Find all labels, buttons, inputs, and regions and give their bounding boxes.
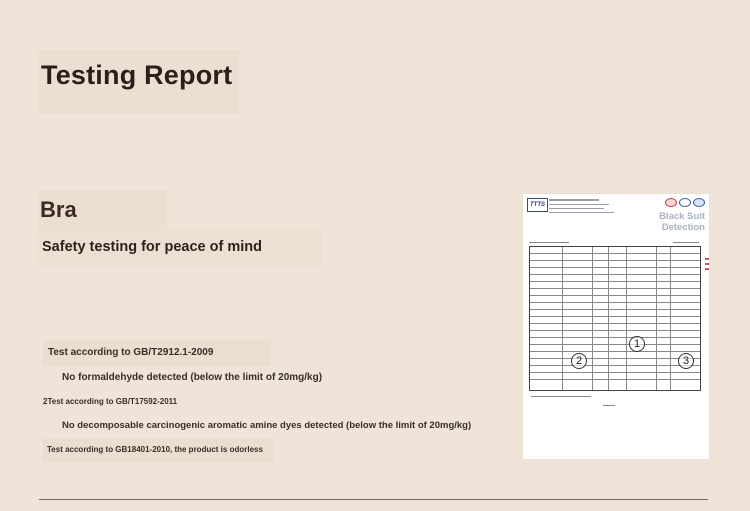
- test-result-1: No formaldehyde detected (below the limit of 20mg/kg): [62, 372, 323, 383]
- page-title: Testing Report: [41, 60, 233, 90]
- table-row-line: [530, 253, 700, 254]
- table-row-line: [530, 372, 700, 373]
- table-column-line: [592, 247, 593, 390]
- table-row-line: [530, 302, 700, 303]
- report-meta-line: [673, 242, 699, 243]
- report-header-line: [549, 208, 604, 209]
- report-logo: TTTS: [527, 198, 548, 212]
- table-row-line: [530, 267, 700, 268]
- test-item-3: Test according to GB18401-2010, the product is odorless: [47, 445, 263, 454]
- ilac-badge-icon: [693, 198, 705, 207]
- marker-3: 3: [678, 353, 694, 369]
- test-item-2: 2Test according to GB/T17592-2011: [43, 397, 178, 406]
- table-row-line: [530, 337, 700, 338]
- report-header-line: [549, 199, 599, 201]
- table-row-line: [530, 309, 700, 310]
- table-row-line: [530, 316, 700, 317]
- section-subtitle: Safety testing for peace of mind: [42, 239, 262, 255]
- table-row-line: [530, 365, 700, 366]
- page-edge-mark: [705, 258, 709, 272]
- table-row-line: [530, 351, 700, 352]
- table-column-line: [670, 247, 671, 390]
- table-row-line: [530, 379, 700, 380]
- table-row-line: [530, 330, 700, 331]
- bottom-divider: [39, 499, 708, 500]
- report-footer-line: [603, 405, 615, 406]
- watermark-line-1: Black Suit: [659, 211, 705, 222]
- table-column-line: [562, 247, 563, 390]
- cnas-badge-icon: [679, 198, 691, 207]
- table-row-line: [530, 260, 700, 261]
- test-item-1: Test according to GB/T2912.1-2009: [48, 347, 214, 358]
- table-row-line: [530, 288, 700, 289]
- testing-report-document-image: [523, 194, 709, 459]
- table-column-line: [656, 247, 657, 390]
- table-row-line: [530, 323, 700, 324]
- table-row-line: [530, 281, 700, 282]
- marker-2: 2: [571, 353, 587, 369]
- marker-1: 1: [629, 336, 645, 352]
- test-result-2: No decomposable carcinogenic aromatic amine dyes detected (below the limit of 20mg/kg): [62, 420, 472, 431]
- report-watermark: [659, 211, 705, 233]
- report-header-line: [549, 204, 609, 205]
- table-row-line: [530, 344, 700, 345]
- watermark-line-2: Detection: [661, 222, 705, 233]
- report-meta-line: [529, 242, 569, 243]
- section-title: Bra: [40, 197, 77, 222]
- table-row-line: [530, 358, 700, 359]
- table-column-line: [626, 247, 627, 390]
- table-row-line: [530, 295, 700, 296]
- report-results-table: [529, 246, 701, 391]
- report-footer-line: [531, 396, 591, 397]
- report-header-line: [549, 212, 614, 213]
- table-row-line: [530, 274, 700, 275]
- certification-badges: [665, 198, 705, 207]
- table-column-line: [608, 247, 609, 390]
- cma-badge-icon: [665, 198, 677, 207]
